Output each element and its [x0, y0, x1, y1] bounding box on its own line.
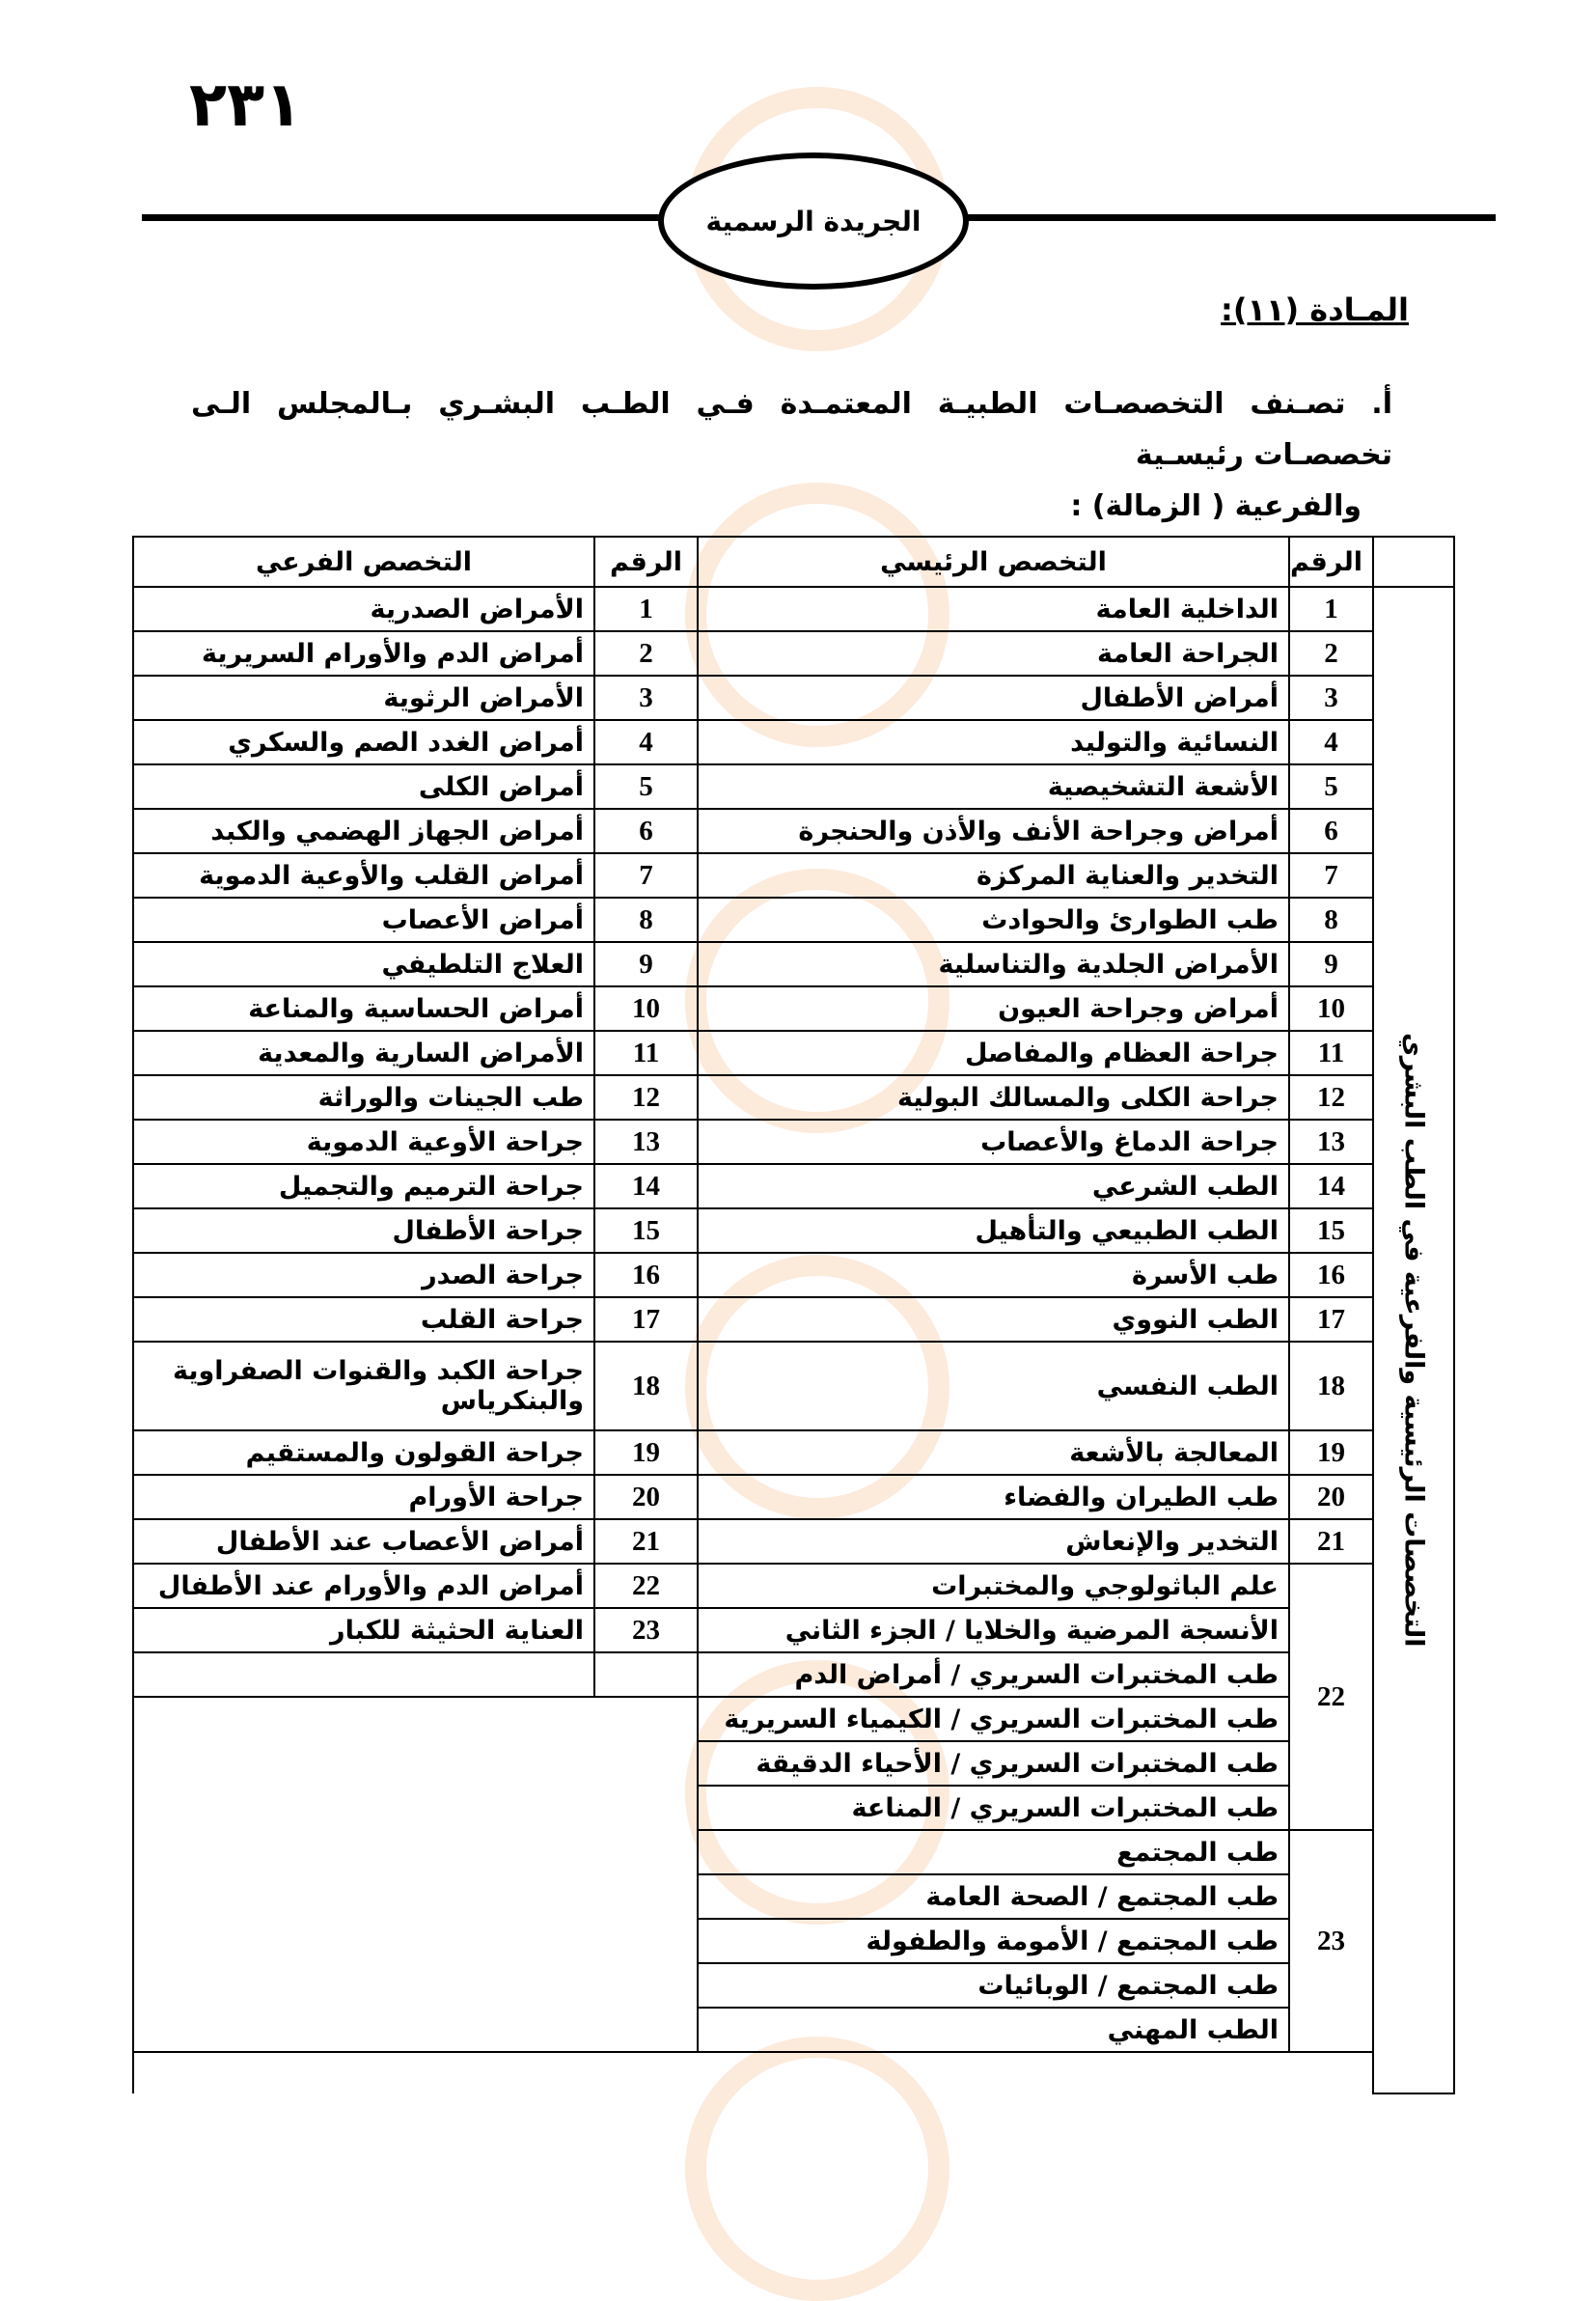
sub-specialty: جراحة الأورام	[133, 1475, 594, 1519]
header-sub-number: الرقم	[594, 537, 698, 587]
main-specialty: الطب النووي	[698, 1297, 1289, 1342]
table-row	[133, 942, 1454, 986]
sub-specialty: الأمراض الصدرية	[133, 587, 594, 631]
main-specialty-item: علم الباثولوجي والمختبرات	[698, 1564, 1289, 1608]
header-main-specialty: التخصص الرئيسي	[698, 537, 1289, 587]
header-main-number: الرقم	[1289, 537, 1373, 587]
sub-specialty: العناية الحثيثة للكبار	[133, 1608, 594, 1652]
sub-specialty: أمراض الأعصاب عند الأطفال	[133, 1519, 594, 1564]
sub-specialty: الأمراض الرثوية	[133, 676, 594, 720]
spacer-cell	[133, 2052, 1373, 2093]
main-number: 3	[1289, 676, 1373, 720]
sub-number: 6	[594, 809, 698, 853]
sub-specialty: جراحة الصدر	[133, 1253, 594, 1297]
sub-specialty: أمراض الكلى	[133, 764, 594, 809]
main-number: 14	[1289, 1164, 1373, 1208]
sub-number: 9	[594, 942, 698, 986]
main-number: 11	[1289, 1031, 1373, 1075]
main-specialty: الأشعة التشخيصية	[698, 764, 1289, 809]
sub-specialty: العلاج التلطيفي	[133, 942, 594, 986]
gazette-title: الجريدة الرسمية	[705, 205, 922, 237]
table-row	[133, 1164, 1454, 1208]
article-title: المـادة (١١):	[1221, 291, 1409, 328]
main-number: 2	[1289, 631, 1373, 676]
main-specialty: الجراحة العامة	[698, 631, 1289, 676]
sub-number: 21	[594, 1519, 698, 1564]
table-row	[133, 1564, 1454, 1608]
main-specialty-item: طب المختبرات السريري / الأحياء الدقيقة	[698, 1741, 1289, 1786]
main-specialty-item: الأنسجة المرضية والخلايا / الجزء الثاني	[698, 1608, 1289, 1652]
main-specialty: الطب الطبيعي والتأهيل	[698, 1208, 1289, 1253]
article-body	[132, 378, 1453, 2094]
sub-number: 3	[594, 676, 698, 720]
sub-specialty: الأمراض السارية والمعدية	[133, 1031, 594, 1075]
main-specialty: الطب الشرعي	[698, 1164, 1289, 1208]
empty-sub-specialty	[133, 1652, 594, 1697]
sub-number: 4	[594, 720, 698, 764]
main-specialty: أمراض الأطفال	[698, 676, 1289, 720]
table-row	[133, 1430, 1454, 1475]
table-row	[133, 898, 1454, 942]
page-number: ٢٣١	[189, 69, 303, 141]
table-row	[133, 1253, 1454, 1297]
main-specialty: التخدير والعناية المركزة	[698, 853, 1289, 898]
sub-specialty: جراحة القلب	[133, 1297, 594, 1342]
sub-number: 20	[594, 1475, 698, 1519]
sub-number: 15	[594, 1208, 698, 1253]
table-row	[133, 1475, 1454, 1519]
sub-number: 7	[594, 853, 698, 898]
main-specialty: الداخلية العامة	[698, 587, 1289, 631]
table-row	[133, 1208, 1454, 1253]
main-specialty-item: طب المختبرات السريري / الكيمياء السريرية	[698, 1697, 1289, 1741]
table-row	[133, 1608, 1454, 1652]
main-number: 20	[1289, 1475, 1373, 1519]
table-row	[133, 1297, 1454, 1342]
main-number: 23	[1289, 1830, 1373, 2052]
sub-specialty: أمراض الغدد الصم والسكري	[133, 720, 594, 764]
header-sub-specialty: التخصص الفرعي	[133, 537, 594, 587]
main-specialty: أمراض وجراحة الأنف والأذن والحنجرة	[698, 809, 1289, 853]
table-row	[133, 1697, 1454, 1741]
table-row	[133, 764, 1454, 809]
sub-number: 22	[594, 1564, 698, 1608]
main-specialty: الأمراض الجلدية والتناسلية	[698, 942, 1289, 986]
table-row	[133, 1342, 1454, 1430]
main-specialty: جراحة الدماغ والأعصاب	[698, 1120, 1289, 1164]
sub-number: 13	[594, 1120, 698, 1164]
table-row	[133, 720, 1454, 764]
sub-number: 17	[594, 1297, 698, 1342]
sub-number: 23	[594, 1608, 698, 1652]
main-specialty-item: طب المجتمع	[698, 1830, 1289, 1874]
main-number: 8	[1289, 898, 1373, 942]
spacer-row	[133, 2052, 1454, 2093]
empty-sub-number	[594, 1652, 698, 1697]
sub-number: 12	[594, 1075, 698, 1120]
sub-number: 1	[594, 587, 698, 631]
specialties-table	[132, 536, 1455, 2094]
sub-specialty: جراحة الأوعية الدموية	[133, 1120, 594, 1164]
sub-specialty: جراحة القولون والمستقيم	[133, 1430, 594, 1475]
main-specialty: طب الأسرة	[698, 1253, 1289, 1297]
main-number: 10	[1289, 986, 1373, 1031]
main-specialty-item: الطب المهني	[698, 2008, 1289, 2052]
table-header-row	[133, 537, 1454, 587]
sub-specialty: جراحة الكبد والقنوات الصفراوية والبنكرياس	[133, 1342, 594, 1430]
main-number: 7	[1289, 853, 1373, 898]
main-specialty: التخدير والإنعاش	[698, 1519, 1289, 1564]
gazette-title-badge	[658, 152, 969, 290]
table-row	[133, 986, 1454, 1031]
header-label-cell	[1373, 537, 1454, 587]
sub-specialty: طب الجينات والوراثة	[133, 1075, 594, 1120]
sub-specialty: أمراض الدم والأورام عند الأطفال	[133, 1564, 594, 1608]
sub-number: 18	[594, 1342, 698, 1430]
sub-number: 5	[594, 764, 698, 809]
main-specialty: طب الطيران والفضاء	[698, 1475, 1289, 1519]
main-number: 21	[1289, 1519, 1373, 1564]
main-specialty: أمراض وجراحة العيون	[698, 986, 1289, 1031]
sub-specialty: أمراض الحساسية والمناعة	[133, 986, 594, 1031]
main-number: 22	[1289, 1564, 1373, 1830]
table-row	[133, 853, 1454, 898]
table-row	[133, 1120, 1454, 1164]
table-row	[133, 1031, 1454, 1075]
table-row	[133, 631, 1454, 676]
main-specialty-item: طب المجتمع / الصحة العامة	[698, 1874, 1289, 1919]
main-specialty-item: طب المجتمع / الأمومة والطفولة	[698, 1919, 1289, 1963]
main-number: 1	[1289, 587, 1373, 631]
sub-specialty: أمراض الأعصاب	[133, 898, 594, 942]
main-number: 18	[1289, 1342, 1373, 1430]
main-specialty: جراحة الكلى والمسالك البولية	[698, 1075, 1289, 1120]
main-number: 9	[1289, 942, 1373, 986]
main-number: 19	[1289, 1430, 1373, 1475]
table-row	[133, 1075, 1454, 1120]
blank-area	[133, 1697, 698, 2052]
main-number: 17	[1289, 1297, 1373, 1342]
main-specialty-item: طب المختبرات السريري / أمراض الدم	[698, 1652, 1289, 1697]
sub-specialty: جراحة الأطفال	[133, 1208, 594, 1253]
main-number: 12	[1289, 1075, 1373, 1120]
table-row	[133, 587, 1454, 631]
vertical-label-wrap	[1374, 1033, 1453, 1648]
intro-line-2: والفرعية ( الزمالة) :	[1070, 489, 1362, 523]
main-number: 5	[1289, 764, 1373, 809]
table-row	[133, 1652, 1454, 1697]
sub-number: 16	[594, 1253, 698, 1297]
main-specialty-item: طب المجتمع / الوبائيات	[698, 1963, 1289, 2008]
main-specialty: طب الطوارئ والحوادث	[698, 898, 1289, 942]
vertical-category-label	[1373, 587, 1454, 2093]
intro-paragraph	[191, 378, 1392, 532]
intro-line-1: أ. تصـنف التخصصـات الطبيـة المعتمـدة فـي الطـب البشـري بـالمجلس الـى تخصصـات رئيسـية	[191, 387, 1392, 472]
main-number: 13	[1289, 1120, 1373, 1164]
sub-number: 8	[594, 898, 698, 942]
table-row	[133, 1519, 1454, 1564]
table-row	[133, 809, 1454, 853]
vertical-label-text: التخصصات الرئيسية والفرعية في الطب البشري	[1398, 1033, 1429, 1648]
main-specialty-item: طب المختبرات السريري / المناعة	[698, 1786, 1289, 1830]
sub-number: 11	[594, 1031, 698, 1075]
sub-specialty: جراحة الترميم والتجميل	[133, 1164, 594, 1208]
table-row	[133, 676, 1454, 720]
sub-number: 14	[594, 1164, 698, 1208]
main-specialty: النسائية والتوليد	[698, 720, 1289, 764]
sub-specialty: أمراض القلب والأوعية الدموية	[133, 853, 594, 898]
main-number: 4	[1289, 720, 1373, 764]
main-number: 15	[1289, 1208, 1373, 1253]
sub-specialty: أمراض الجهاز الهضمي والكبد	[133, 809, 594, 853]
sub-specialty: أمراض الدم والأورام السريرية	[133, 631, 594, 676]
main-number: 6	[1289, 809, 1373, 853]
sub-number: 2	[594, 631, 698, 676]
main-number: 16	[1289, 1253, 1373, 1297]
main-specialty: جراحة العظام والمفاصل	[698, 1031, 1289, 1075]
main-specialty: المعالجة بالأشعة	[698, 1430, 1289, 1475]
sub-number: 19	[594, 1430, 698, 1475]
sub-number: 10	[594, 986, 698, 1031]
main-specialty: الطب النفسي	[698, 1342, 1289, 1430]
